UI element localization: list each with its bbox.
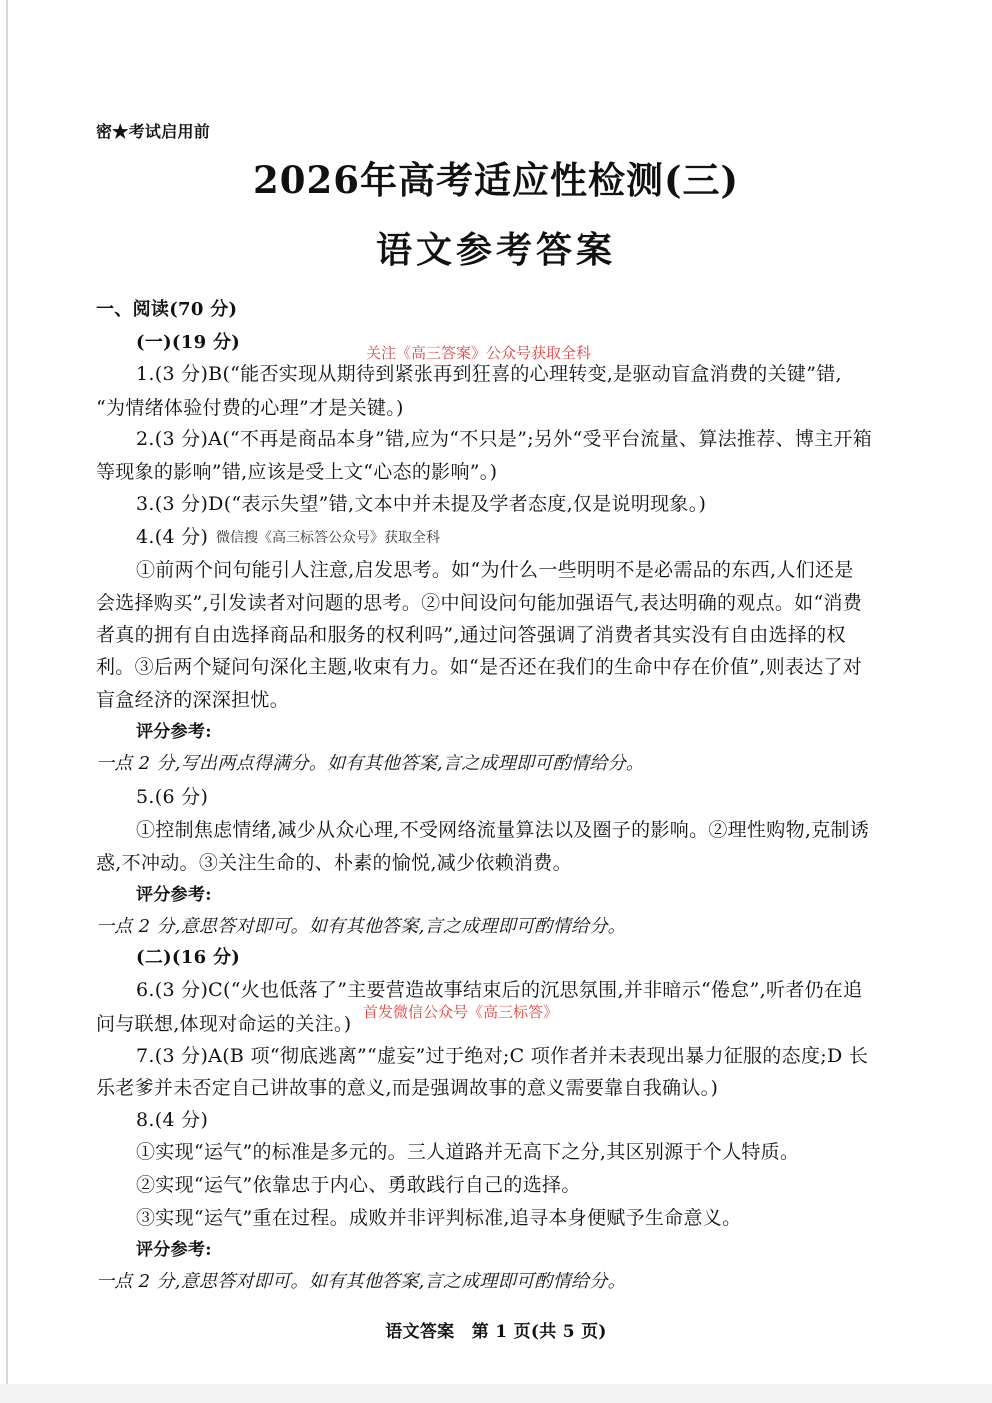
- q4-line-2: 会选择购买”,引发读者对问题的思考。②中间设问句能加强语气,表达明确的观点。如“消费: [96, 592, 863, 614]
- q8-point-2: ②实现“运气”依靠忠于内心、勇敢践行自己的选择。: [136, 1174, 581, 1196]
- page-title: 2026年高考适应性检测(三): [253, 158, 739, 202]
- score-ref-heading-1: 评分参考:: [136, 722, 212, 742]
- q8-label: 8.(4 分): [136, 1109, 209, 1131]
- score-ref-heading-3: 评分参考:: [136, 1240, 212, 1260]
- page-subtitle: 语文参考答案: [375, 229, 616, 271]
- page-footer: 语文答案 第 1 页(共 5 页): [385, 1322, 607, 1342]
- q4-score-note: 一点 2 分,写出两点得满分。如有其他答案,言之成理即可酌情给分。: [96, 753, 645, 774]
- q4-line-4: 利。③后两个疑问句深化主题,收束有力。如“是否还在我们的生命中存在价值”,则表达了对: [96, 656, 863, 678]
- q1-line-2: “为情绪体验付费的心理”才是关键。): [96, 397, 404, 419]
- scan-bottom-edge: [0, 1384, 992, 1403]
- part-heading-1: (一)(19 分): [136, 332, 241, 353]
- q8-point-3: ③实现“运气”重在过程。成败并非评判标准,追寻本身便赋予生命意义。: [136, 1207, 742, 1229]
- q5-line-2: 惑,不冲动。③关注生命的、朴素的愉悦,减少依赖消费。: [96, 852, 572, 874]
- q3-line: 3.(3 分)D(“表示失望”错,文本中并未提及学者态度,仅是说明现象。): [136, 493, 707, 515]
- q2-line-1: 2.(3 分)A(“不再是商品本身”错,应为“不只是”;另外“受平台流量、算法推荐、博主开箱: [136, 428, 873, 450]
- q4-line-3: 者真的拥有自由选择商品和服务的权利吗”,通过问答强调了消费者其实没有自由选择的权: [96, 624, 846, 646]
- q6-line-1: 6.(3 分)C(“火也低落了”主要营造故事结束后的沉思氛围,并非暗示“倦怠”,听者仍在追: [136, 979, 863, 1001]
- q4-line-1: ①前两个问句能引人注意,启发思考。如“为什么一些明明不是必需品的东西,人们还是: [136, 559, 854, 581]
- secret-label: 密★考试启用前: [96, 122, 211, 141]
- q1-line-1: 1.(3 分)B(“能否实现从期待到紧张再到狂喜的心理转变,是驱动盲盒消费的关键”错,: [136, 363, 842, 385]
- q4-label: 4.(4 分): [136, 526, 209, 548]
- q2-line-2: 等现象的影响”错,应该是受上文“心态的影响”。): [96, 461, 498, 483]
- q7-line-2: 乐老爹并未否定自己讲故事的意义,而是强调故事的意义需要靠自我确认。): [96, 1077, 719, 1099]
- q8-point-1: ①实现“运气”的标准是多元的。三人道路并无高下之分,其区别源于个人特质。: [136, 1141, 800, 1163]
- watermark-3: 首发微信公众号《高三标答》: [363, 1003, 559, 1021]
- q5-label: 5.(6 分): [136, 786, 209, 808]
- part-heading-2: (二)(16 分): [136, 947, 241, 968]
- section-heading-reading: 一、阅读(70 分): [96, 299, 238, 320]
- score-ref-heading-2: 评分参考:: [136, 885, 212, 905]
- watermark-2: 微信搜《高三标答公众号》获取全科: [216, 530, 440, 546]
- watermark-1: 关注《高三答案》公众号获取全科: [366, 344, 592, 362]
- scan-left-edge: [6, 0, 8, 1403]
- q6-line-2: 问与联想,体现对命运的关注。): [96, 1013, 352, 1035]
- q8-score-note: 一点 2 分,意思答对即可。如有其他答案,言之成理即可酌情给分。: [96, 1271, 626, 1292]
- q7-line-1: 7.(3 分)A(B 项“彻底逃离”“虚妄”过于绝对;C 项作者并未表现出暴力征服的态度;D 长: [136, 1045, 869, 1067]
- q5-score-note: 一点 2 分,意思答对即可。如有其他答案,言之成理即可酌情给分。: [96, 916, 626, 937]
- q4-line-5: 盲盒经济的深深担忧。: [96, 689, 290, 711]
- q5-line-1: ①控制焦虑情绪,减少从众心理,不受网络流量算法以及圈子的影响。②理性购物,克制诱: [136, 819, 870, 841]
